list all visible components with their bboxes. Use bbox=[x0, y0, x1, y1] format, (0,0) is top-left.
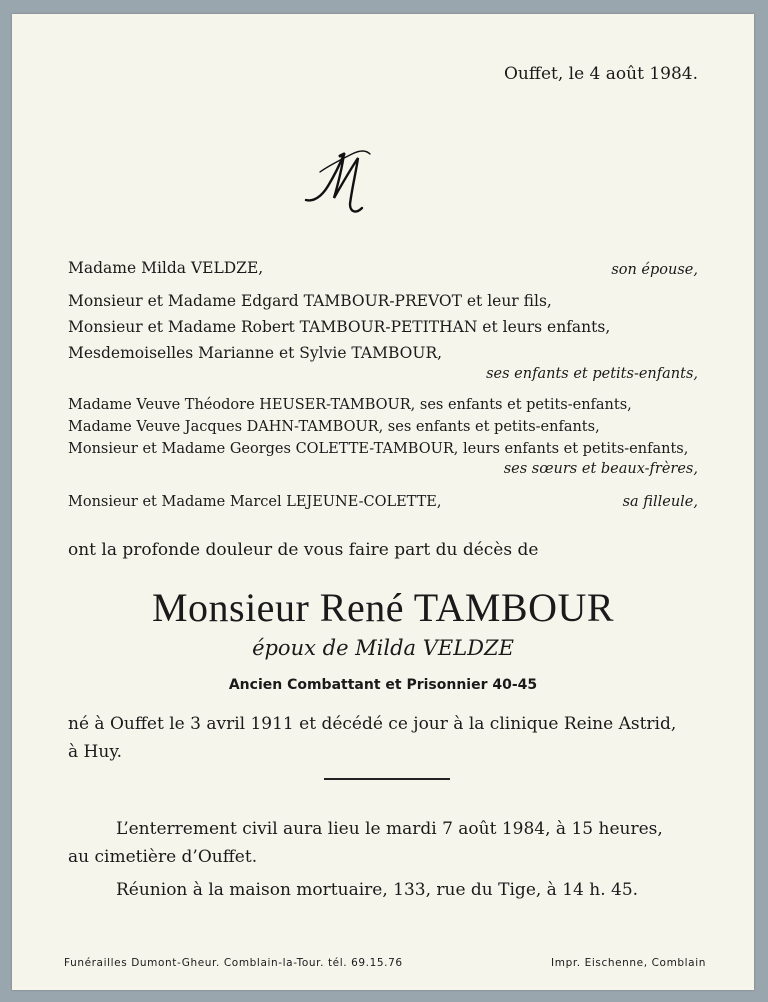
family-line: Mesdemoiselles Marianne et Sylvie TAMBOUR, bbox=[68, 344, 443, 362]
family-line-spouse: Madame Milda VELDZE, bbox=[68, 259, 264, 277]
family-role-goddaughter: sa filleule, bbox=[622, 494, 698, 510]
death-notice-card bbox=[12, 14, 754, 990]
burial-info: L’enterrement civil aura lieu le mardi 7 août 1984, à 15 heures, bbox=[116, 819, 663, 839]
printer-credit: Impr. Eischenne, Comblain bbox=[551, 957, 706, 969]
burial-info-2: au cimetière d’Ouffet. bbox=[68, 847, 258, 867]
family-role-spouse: son épouse, bbox=[611, 262, 698, 278]
deceased-spouse: époux de Milda VELDZE bbox=[252, 636, 514, 660]
script-m-monogram-icon bbox=[300, 142, 380, 232]
deceased-name: Monsieur René TAMBOUR bbox=[151, 585, 615, 630]
family-line: Madame Veuve Jacques DAHN-TAMBOUR, ses enfants et petits-enfants, bbox=[68, 419, 600, 435]
birth-death-line: né à Ouffet le 3 avril 1911 et décédé ce jour à la clinique Reine Astrid, bbox=[68, 714, 677, 734]
divider bbox=[324, 778, 450, 780]
birth-death-line-2: à Huy. bbox=[68, 742, 123, 762]
family-line: Monsieur et Madame Marcel LEJEUNE-COLETTE, bbox=[68, 494, 442, 510]
family-line: Madame Veuve Théodore HEUSER-TAMBOUR, ses enfants et petits-enfants, bbox=[68, 397, 632, 413]
family-role-siblings: ses sœurs et beaux-frères, bbox=[503, 461, 698, 477]
reunion-info: Réunion à la maison mortuaire, 133, rue du Tige, à 14 h. 45. bbox=[116, 880, 639, 900]
family-line: Monsieur et Madame Georges COLETTE-TAMBOUR, leurs enfants et petits-enfants, bbox=[68, 441, 689, 457]
notice-date: Ouffet, le 4 août 1984. bbox=[503, 64, 698, 84]
family-role-children: ses enfants et petits-enfants, bbox=[486, 366, 698, 382]
family-line: Monsieur et Madame Edgard TAMBOUR-PREVOT et leur fils, bbox=[68, 292, 552, 310]
announcement-intro: ont la profonde douleur de vous faire part du décès de bbox=[68, 540, 539, 560]
deceased-title: Ancien Combattant et Prisonnier 40-45 bbox=[228, 677, 538, 693]
family-line: Monsieur et Madame Robert TAMBOUR-PETITHAN et leurs enfants, bbox=[68, 318, 611, 336]
funeral-home-credit: Funérailles Dumont-Gheur. Comblain-la-Tour. tél. 69.15.76 bbox=[64, 957, 403, 969]
